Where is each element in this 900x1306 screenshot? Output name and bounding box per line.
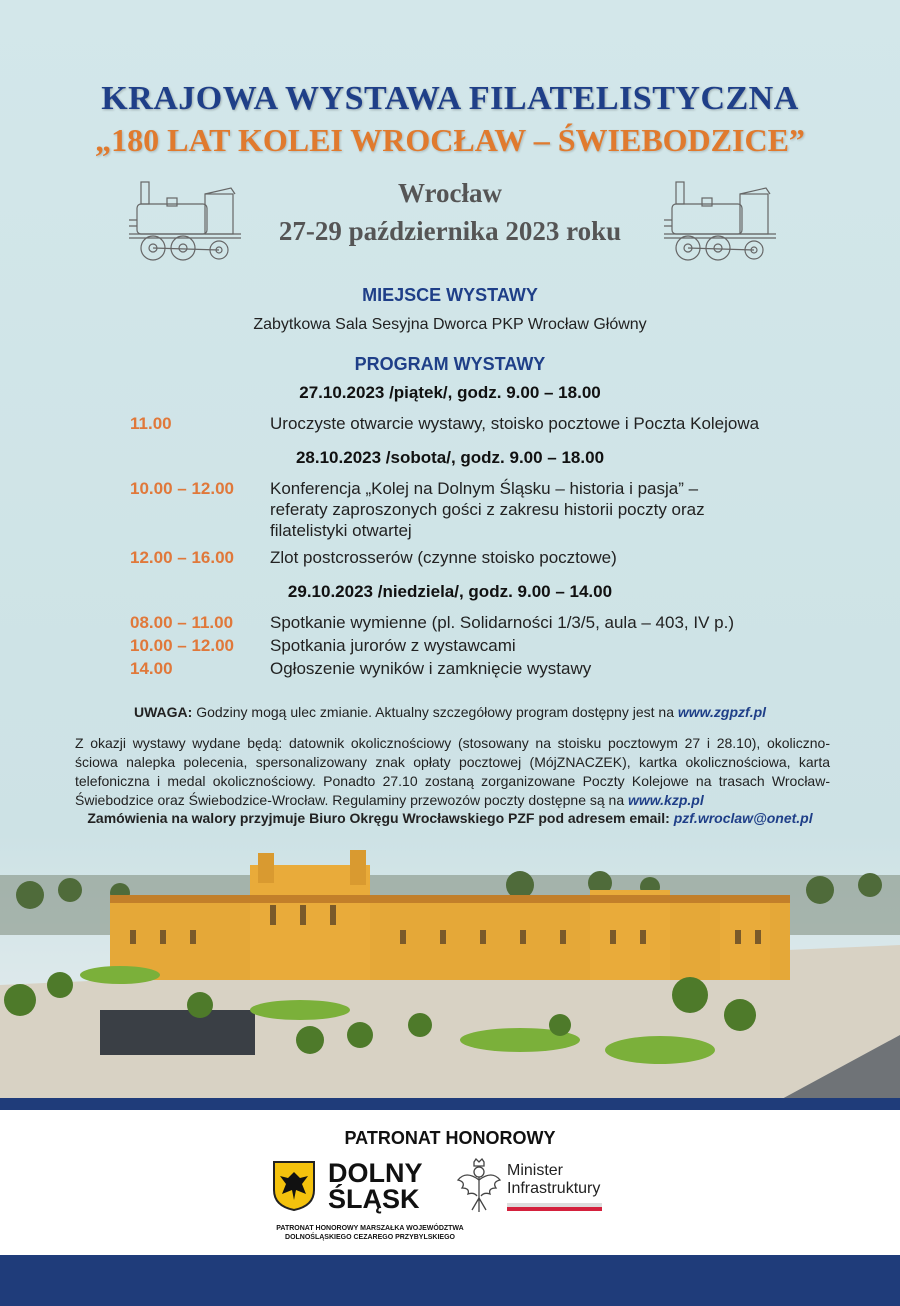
poster-title: KRAJOWA WYSTAWA FILATELISTYCZNA	[101, 80, 799, 117]
minister-line: Infrastruktury	[507, 1180, 601, 1197]
event-description: Zlot postcrosserów (czynne stoisko pocztowe)	[270, 548, 617, 567]
program-day: 28.10.2023 /sobota/, godz. 9.00 – 18.00	[295, 448, 605, 467]
ds-caption-line: DOLNOŚLĄSKIEGO CEZAREGO PRZYBYLSKIEGO	[285, 1234, 455, 1241]
event-time: 10.00 – 12.00	[130, 479, 234, 498]
event-time: 08.00 – 11.00	[130, 613, 234, 632]
dolny-word: DOLNY	[328, 1158, 423, 1188]
minister-line: Minister	[507, 1162, 564, 1179]
kzp-link[interactable]: www.kzp.pl	[628, 792, 704, 808]
station-photo	[0, 835, 900, 1100]
issues-text: Z okazji wystawy wydane będą: datownik okolicznościowy (stosowany na stoisku pocztowym 27 i 28.10), okoliczno-ściowa nalepka polecenia, spersonalizowany znak opłaty pocztowej (MójZNACZEK), kartka okolicznościowa, karta telefoniczna i medal okolicznościowy. Ponadto 27.10 zostaną zorganizowane Poczty Kolejowe na trasach Wrocław-Świebodzice oraz Świebodzice-Wrocław. Regulaminy przewozów poczty dostępne są na	[75, 735, 830, 808]
dolny-slask-eagle-icon	[272, 1160, 316, 1212]
program-link[interactable]: www.zgpzf.pl	[677, 704, 767, 720]
event-description: Konferencja „Kolej na Dolnym Śląsku – historia i pasja” – referaty zaproszonych gości z zakresu historii poczty oraz filatelistyki otwartej	[270, 479, 705, 540]
uwaga-note	[0, 704, 900, 720]
flag-red-stripe	[507, 1207, 602, 1211]
venue-heading: MIEJSCE WYSTAWY	[362, 285, 538, 305]
ds-patronat-caption	[250, 1224, 490, 1242]
orders-text: Zamówienia na walory przyjmuje Biuro Okręgu Wrocławskiego PZF pod adresem email:	[87, 810, 670, 826]
ds-caption-line: PATRONAT HONOROWY MARSZAŁKA WOJEWÓDZTWA	[276, 1225, 464, 1232]
venue-text: Zabytkowa Sala Sesyjna Dworca PKP Wrocław Główny	[253, 316, 647, 333]
event-time: 12.00 – 16.00	[130, 548, 234, 567]
event-description: Uroczyste otwarcie wystawy, stoisko pocztowe i Poczta Kolejowa	[270, 414, 760, 433]
event-city: Wrocław	[398, 178, 502, 208]
polish-flag-stripe	[507, 1203, 602, 1211]
dolny-slask-wordmark	[328, 1160, 423, 1212]
event-time: 11.00	[130, 414, 172, 433]
uwaga-text: Godziny mogą ulec zmianie. Aktualny szczegółowy program dostępny jest na	[196, 704, 674, 720]
event-time: 14.00	[130, 659, 173, 678]
orders-email-link[interactable]: pzf.wroclaw@onet.pl	[673, 810, 813, 826]
uwaga-label: UWAGA:	[133, 704, 193, 720]
orders-note	[0, 810, 900, 826]
polish-eagle-icon	[456, 1158, 502, 1214]
event-time: 10.00 – 12.00	[130, 636, 234, 655]
slask-word: ŚLĄSK	[328, 1184, 420, 1214]
event-date: 27-29 października 2023 roku	[278, 216, 622, 246]
footer	[0, 1110, 900, 1255]
event-description: Spotkania jurorów z wystawcami	[270, 636, 516, 655]
divider-band	[0, 1098, 900, 1110]
event-description: Spotkanie wymienne (pl. Solidarności 1/3/5, aula – 403, IV p.)	[270, 613, 734, 632]
minister-label	[507, 1162, 600, 1198]
event-description: Ogłoszenie wyników i zamknięcie wystawy	[270, 659, 592, 678]
issues-paragraph	[75, 734, 830, 810]
program-heading: PROGRAM WYSTAWY	[354, 354, 546, 374]
patronat-heading: PATRONAT HONOROWY	[344, 1128, 556, 1148]
program-day: 29.10.2023 /niedziela/, godz. 9.00 – 14.00	[287, 582, 613, 601]
poster-subtitle: „180 LAT KOLEI WROCŁAW – ŚWIEBODZICE”	[95, 122, 805, 158]
program-day: 27.10.2023 /piątek/, godz. 9.00 – 18.00	[299, 383, 601, 402]
bottom-band	[0, 1255, 900, 1306]
